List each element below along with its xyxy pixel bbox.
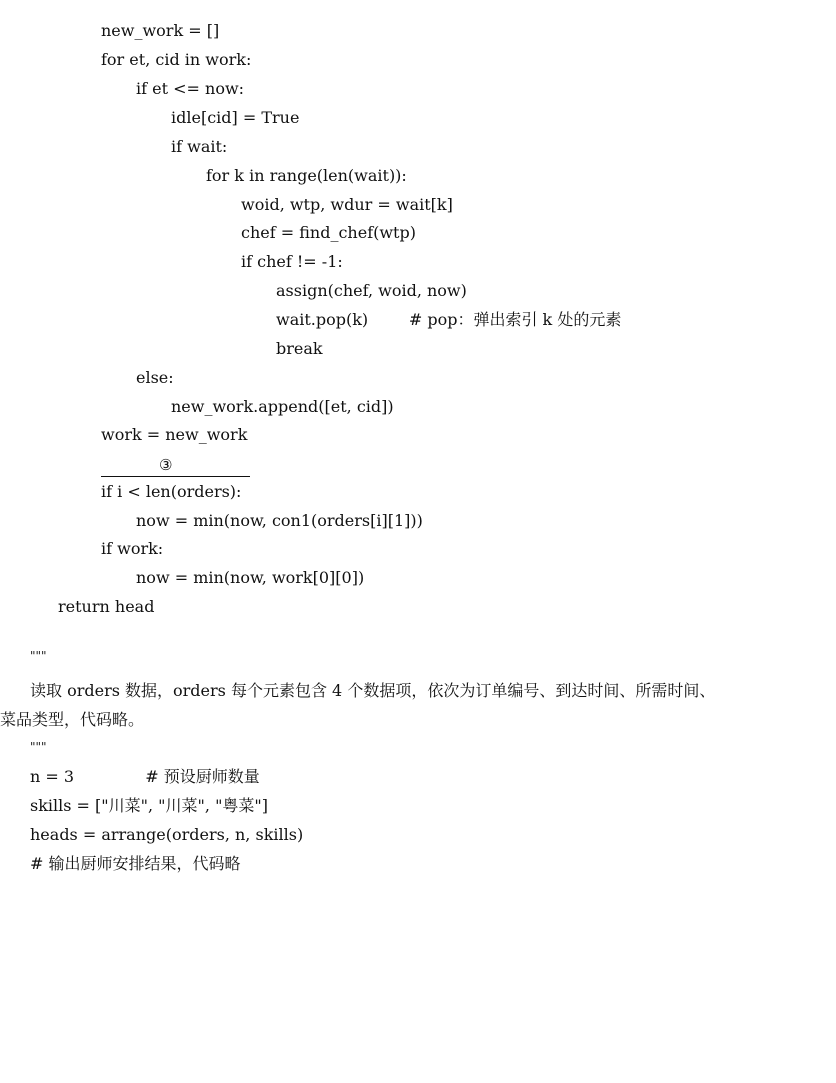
docstring-open: """ <box>30 649 47 663</box>
code-line: new_work = [] <box>101 21 220 40</box>
code-line: if et <= now: <box>136 79 245 98</box>
code-line: break <box>276 339 323 358</box>
docstring-close: """ <box>30 740 47 754</box>
code-line: assign(chef, woid, now) <box>276 281 467 300</box>
code-line: n = 3 # 预设厨师数量 <box>30 767 260 786</box>
code-line: now = min(now, con1(orders[i][1])) <box>136 511 423 530</box>
code-line: if i < len(orders): <box>101 482 242 501</box>
code-line: wait.pop(k) # pop：弹出索引 k 处的元素 <box>276 310 622 329</box>
code-line: if wait: <box>171 137 228 156</box>
code-line: chef = find_chef(wtp) <box>241 223 416 242</box>
code-line: work = new_work <box>101 425 248 444</box>
code-line: woid, wtp, wdur = wait[k] <box>241 195 453 214</box>
description-line: 菜品类型，代码略。 <box>0 710 145 729</box>
code-line: heads = arrange(orders, n, skills) <box>30 825 304 844</box>
code-line: now = min(now, work[0][0]) <box>136 568 365 587</box>
code-line: skills = ["川菜", "川菜", "粤菜"] <box>30 796 269 815</box>
code-line: idle[cid] = True <box>171 108 300 127</box>
code-line: for et, cid in work: <box>101 50 252 69</box>
code-line: for k in range(len(wait)): <box>206 166 407 185</box>
fill-in-blank <box>101 456 250 477</box>
code-line: else: <box>136 368 174 387</box>
description-line: 读取 orders 数据，orders 每个元素包含 4 个数据项，依次为订单编号、到达时间、所需时间、 <box>30 681 716 700</box>
code-line: if work: <box>101 539 164 558</box>
blank-number: ③ <box>159 456 173 474</box>
code-comment: # 输出厨师安排结果，代码略 <box>30 854 241 873</box>
code-line: new_work.append([et, cid]) <box>171 397 394 416</box>
code-line: return head <box>58 597 155 616</box>
code-line: if chef != -1: <box>241 252 343 271</box>
